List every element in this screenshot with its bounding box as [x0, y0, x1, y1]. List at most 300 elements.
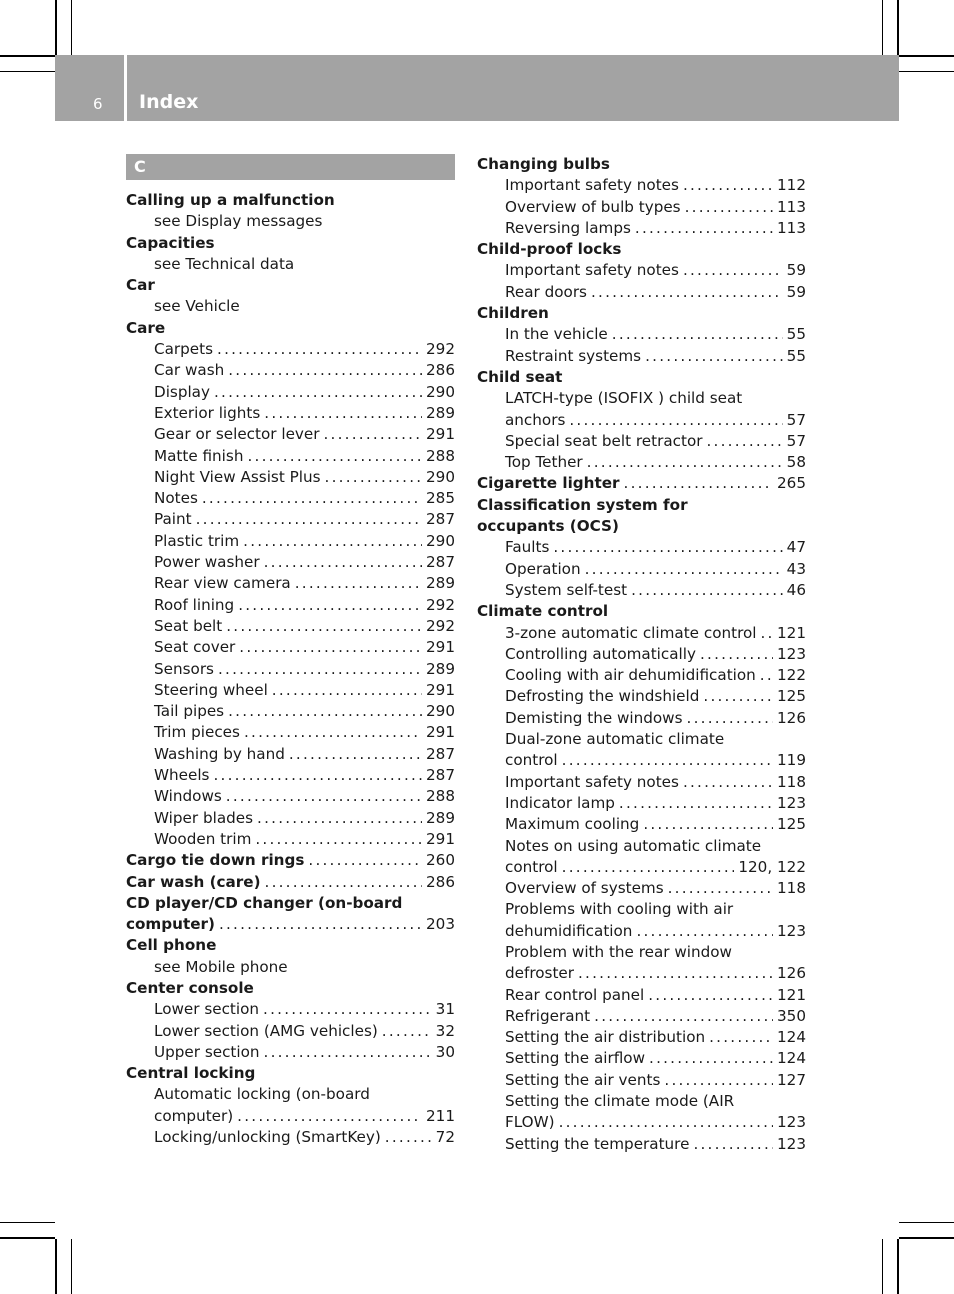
dot-leader: [228, 360, 422, 381]
index-entry: [126, 595, 455, 616]
index-entry: [477, 644, 806, 665]
index-entry: [477, 708, 806, 729]
dot-leader: [217, 339, 422, 360]
dot-leader: [668, 878, 773, 899]
entry-page-number: 287: [426, 553, 455, 572]
entry-text: Plastic trim: [154, 531, 240, 550]
index-entry: [126, 765, 455, 786]
entry-page-number: 287: [426, 766, 455, 785]
crop-mark: [71, 0, 72, 55]
entry-text: Classification system for: [477, 495, 688, 514]
dot-leader: [255, 829, 422, 850]
index-entry: [126, 637, 455, 658]
index-entry: [477, 836, 806, 857]
dot-leader: [664, 1070, 773, 1091]
index-entry: [477, 197, 806, 218]
dot-leader: [683, 175, 773, 196]
index-entry: [477, 516, 806, 537]
crop-mark: [0, 55, 55, 57]
entry-text: Problems with cooling with air: [505, 900, 734, 919]
entry-page-number: 47: [786, 538, 806, 557]
entry-page-number: 260: [426, 851, 455, 870]
dot-leader: [219, 914, 422, 935]
index-entry: [126, 722, 455, 743]
entry-page-number: 118: [777, 879, 806, 898]
entry-text: Child-proof locks: [477, 240, 622, 259]
index-entry: [477, 282, 806, 303]
entry-page-number: 55: [786, 325, 806, 344]
entry-page-number: 123: [777, 644, 806, 663]
crop-mark: [897, 1239, 899, 1294]
index-entry: [126, 467, 455, 488]
entry-text: Automatic locking (on-board: [154, 1085, 370, 1104]
dot-leader: [706, 431, 782, 452]
crop-mark: [882, 1239, 883, 1294]
dot-leader: [265, 872, 422, 893]
index-entry: [477, 878, 806, 899]
entry-page-number: 30: [435, 1042, 455, 1061]
entry-text: Wheels: [154, 766, 210, 785]
entry-page-number: 292: [426, 616, 455, 635]
index-entry: [477, 921, 806, 942]
index-entry: [126, 318, 455, 339]
entry-page-number: 289: [426, 403, 455, 422]
dot-leader: [760, 665, 773, 686]
index-entry: [126, 786, 455, 807]
entry-text: Cooling with air dehumidification: [505, 666, 756, 685]
index-entry: [126, 1084, 455, 1105]
entry-text: Refrigerant: [505, 1006, 591, 1025]
entry-text: Demisting the windows: [505, 708, 683, 727]
dot-leader: [700, 644, 773, 665]
index-entry: [477, 857, 806, 878]
entry-text: Wiper blades: [154, 808, 254, 827]
index-entry: [477, 1048, 806, 1069]
dot-leader: [562, 750, 773, 771]
dot-leader: [587, 452, 783, 473]
index-entry: [126, 339, 455, 360]
dot-leader: [591, 282, 783, 303]
index-entry: [477, 750, 806, 771]
index-entry: [126, 446, 455, 467]
index-entry: [477, 410, 806, 431]
entry-text: see Technical data: [154, 254, 295, 273]
entry-text: control: [505, 857, 558, 876]
dot-leader: [585, 559, 783, 580]
index-list-left: [126, 190, 455, 1148]
entry-text: Children: [477, 304, 549, 323]
entry-text: Car: [126, 276, 155, 295]
index-entry: [477, 1134, 806, 1155]
entry-text: Lower section (AMG vehicles): [154, 1021, 378, 1040]
index-entry: [126, 1063, 455, 1084]
entry-page-number: 127: [777, 1070, 806, 1089]
entry-text: Capacities: [126, 233, 215, 252]
entry-text: Paint: [154, 510, 192, 529]
index-entry: [126, 254, 455, 275]
index-entry: [477, 303, 806, 324]
entry-text: Night View Assist Plus: [154, 467, 321, 486]
index-entry: [126, 1127, 455, 1148]
entry-page-number: 125: [777, 815, 806, 834]
entry-text: Climate control: [477, 602, 609, 621]
dot-leader: [325, 467, 422, 488]
dot-leader: [578, 963, 773, 984]
index-entry: [477, 985, 806, 1006]
entry-text: System self-test: [505, 580, 628, 599]
index-entry: [477, 559, 806, 580]
index-entry: [126, 893, 455, 914]
dot-leader: [238, 595, 422, 616]
index-entry: [477, 324, 806, 345]
entry-text: Overview of systems: [505, 879, 664, 898]
entry-text: see Vehicle: [154, 297, 240, 316]
dot-leader: [761, 623, 774, 644]
entry-text: Controlling automatically: [505, 644, 696, 663]
entry-text: Indicator lamp: [505, 793, 615, 812]
entry-page-number: 122: [777, 666, 806, 685]
entry-page-number: 123: [777, 1134, 806, 1153]
dot-leader: [239, 637, 422, 658]
entry-page-number: 290: [426, 531, 455, 550]
index-entry: [126, 1042, 455, 1063]
index-entry: [126, 680, 455, 701]
entry-text: Top Tether: [505, 453, 583, 472]
entry-text: Setting the airflow: [505, 1049, 646, 1068]
entry-text: Rear doors: [505, 282, 587, 301]
index-entry: [126, 1021, 455, 1042]
entry-text: Important safety notes: [505, 261, 679, 280]
entry-text: Setting the air distribution: [505, 1028, 706, 1047]
dot-leader: [308, 850, 422, 871]
dot-leader: [683, 772, 773, 793]
index-entry: [126, 850, 455, 871]
entry-page-number: 43: [786, 559, 806, 578]
index-entry: [477, 154, 806, 175]
index-entry: [477, 814, 806, 835]
entry-page-number: 290: [426, 702, 455, 721]
index-entry: [126, 1106, 455, 1127]
entry-text: Setting the climate mode (AIR: [505, 1092, 735, 1111]
index-entry: [126, 999, 455, 1020]
entry-page-number: 291: [426, 723, 455, 742]
entry-page-number: 286: [426, 872, 455, 891]
index-entry: [477, 388, 806, 409]
entry-text: Overview of bulb types: [505, 197, 681, 216]
entry-page-number: 121: [777, 623, 806, 642]
dot-leader: [213, 765, 422, 786]
index-column-right: [477, 154, 806, 1155]
index-entry: [477, 431, 806, 452]
entry-page-number: 59: [786, 261, 806, 280]
crop-mark: [0, 1237, 55, 1239]
entry-text: Dual-zone automatic climate: [505, 730, 725, 749]
entry-text: Center console: [126, 978, 254, 997]
entry-page-number: 58: [786, 453, 806, 472]
crop-mark: [899, 1222, 954, 1223]
index-entry: [477, 218, 806, 239]
entry-text: Special seat belt retractor: [505, 431, 703, 450]
entry-text: defroster: [505, 964, 574, 983]
dot-leader: [703, 686, 773, 707]
entry-text: Upper section: [154, 1042, 260, 1061]
entry-text: Rear view camera: [154, 574, 291, 593]
entry-text: Locking/unlocking (SmartKey): [154, 1128, 381, 1147]
entry-text: Gear or selector lever: [154, 425, 320, 444]
index-entry: [126, 233, 455, 254]
dot-leader: [247, 446, 422, 467]
entry-text: Setting the temperature: [505, 1134, 690, 1153]
section-letter: C: [126, 154, 455, 180]
entry-text: Car wash (care): [126, 872, 261, 891]
crop-mark: [55, 1239, 57, 1294]
entry-text: computer): [154, 1106, 234, 1125]
entry-text: Carpets: [154, 340, 214, 359]
entry-text: Restraint systems: [505, 346, 642, 365]
index-entry: [126, 872, 455, 893]
entry-text: Operation: [505, 559, 581, 578]
index-entry: [126, 531, 455, 552]
index-entry: [126, 275, 455, 296]
crop-mark: [0, 71, 55, 72]
index-column-left: [126, 154, 455, 1148]
index-entry: [477, 1091, 806, 1112]
entry-page-number: 203: [426, 915, 455, 934]
index-entry: [126, 424, 455, 445]
index-entry: [477, 963, 806, 984]
entry-page-number: 72: [435, 1128, 455, 1147]
entry-text: In the vehicle: [505, 325, 608, 344]
index-list-right: [477, 154, 806, 1155]
dot-leader: [643, 814, 773, 835]
index-entry: [126, 488, 455, 509]
entry-page-number: 112: [777, 176, 806, 195]
entry-text: Calling up a malfunction: [126, 191, 335, 209]
index-entry: [126, 616, 455, 637]
entry-page-number: 125: [777, 687, 806, 706]
dot-leader: [257, 808, 422, 829]
entry-page-number: 120, 122: [738, 857, 806, 876]
dot-leader: [648, 985, 773, 1006]
dot-leader: [559, 1112, 773, 1133]
dot-leader: [244, 722, 422, 743]
index-entry: [477, 580, 806, 601]
index-entry: [477, 175, 806, 196]
entry-page-number: 124: [777, 1049, 806, 1068]
index-entry: [126, 829, 455, 850]
entry-text: Rear control panel: [505, 985, 645, 1004]
dot-leader: [295, 573, 422, 594]
index-entry: [126, 403, 455, 424]
index-entry: [126, 360, 455, 381]
entry-text: Notes on using automatic climate: [505, 836, 762, 855]
entry-page-number: 292: [426, 340, 455, 359]
index-entry: [126, 914, 455, 935]
entry-page-number: 55: [786, 346, 806, 365]
dot-leader: [323, 424, 422, 445]
entry-text: FLOW): [505, 1113, 555, 1132]
entry-page-number: 265: [777, 474, 806, 493]
entry-text: Steering wheel: [154, 680, 268, 699]
index-entry: [126, 978, 455, 999]
index-entry: [477, 686, 806, 707]
entry-page-number: 350: [777, 1006, 806, 1025]
dot-leader: [289, 744, 422, 765]
entry-page-number: 291: [426, 425, 455, 444]
dot-leader: [631, 580, 783, 601]
crop-mark: [899, 71, 954, 72]
entry-text: Care: [126, 318, 166, 337]
dot-leader: [264, 552, 422, 573]
entry-text: Exterior lights: [154, 403, 261, 422]
dot-leader: [649, 1048, 773, 1069]
crop-mark: [897, 0, 899, 55]
index-entry: [477, 601, 806, 622]
entry-text: Sensors: [154, 659, 214, 678]
dot-leader: [624, 473, 773, 494]
entry-text: occupants (OCS): [477, 517, 619, 536]
dot-leader: [645, 346, 783, 367]
dot-leader: [214, 382, 422, 403]
dot-leader: [569, 410, 782, 431]
entry-text: Important safety notes: [505, 772, 679, 791]
entry-text: Display: [154, 382, 210, 401]
entry-page-number: 113: [777, 197, 806, 216]
index-entry: [477, 1070, 806, 1091]
entry-page-number: 291: [426, 680, 455, 699]
entry-page-number: 285: [426, 489, 455, 508]
dot-leader: [228, 701, 422, 722]
dot-leader: [562, 857, 735, 878]
entry-text: Roof lining: [154, 595, 235, 614]
index-entry: [126, 659, 455, 680]
dot-leader: [693, 1134, 773, 1155]
entry-page-number: 289: [426, 574, 455, 593]
index-entry: [477, 772, 806, 793]
index-entry: [477, 729, 806, 750]
entry-text: Cell phone: [126, 936, 217, 955]
dot-leader: [683, 260, 783, 281]
entry-text: Faults: [505, 538, 550, 557]
dot-leader: [237, 1106, 422, 1127]
entry-text: 3-zone automatic climate control: [505, 623, 757, 642]
index-entry: [477, 665, 806, 686]
entry-text: Notes: [154, 489, 198, 508]
crop-mark: [899, 55, 954, 57]
entry-page-number: 59: [786, 282, 806, 301]
index-entry: [126, 957, 455, 978]
index-entry: [477, 1006, 806, 1027]
index-entry: [126, 573, 455, 594]
entry-page-number: 119: [777, 751, 806, 770]
page-title: Index: [139, 91, 199, 113]
entry-page-number: 290: [426, 467, 455, 486]
entry-text: Maximum cooling: [505, 815, 640, 834]
entry-page-number: 288: [426, 787, 455, 806]
entry-page-number: 123: [777, 921, 806, 940]
index-entry: [126, 296, 455, 317]
entry-text: Power washer: [154, 553, 260, 572]
entry-page-number: 123: [777, 1113, 806, 1132]
entry-text: see Display messages: [154, 212, 323, 231]
crop-mark: [899, 1237, 954, 1239]
index-entry: [477, 495, 806, 516]
index-entry: [477, 623, 806, 644]
dot-leader: [709, 1027, 773, 1048]
entry-page-number: 211: [426, 1106, 455, 1125]
dot-leader: [243, 531, 422, 552]
dot-leader: [272, 680, 422, 701]
index-entry: [477, 260, 806, 281]
crop-mark: [0, 1222, 55, 1223]
entry-text: Seat belt: [154, 616, 223, 635]
entry-text: LATCH-type (ISOFIX ) child seat: [505, 389, 743, 408]
index-entry: [126, 552, 455, 573]
entry-text: see Mobile phone: [154, 957, 288, 976]
dot-leader: [385, 1127, 432, 1148]
dot-leader: [226, 786, 422, 807]
crop-mark: [55, 0, 57, 55]
entry-text: Cigarette lighter: [477, 474, 620, 493]
index-entry: [126, 744, 455, 765]
entry-text: Defrosting the windshield: [505, 687, 700, 706]
entry-page-number: 291: [426, 638, 455, 657]
index-entry: [477, 942, 806, 963]
index-entry: [477, 899, 806, 920]
dot-leader: [685, 197, 773, 218]
entry-text: Wooden trim: [154, 829, 252, 848]
entry-page-number: 113: [777, 218, 806, 237]
index-entry: [126, 808, 455, 829]
entry-page-number: 291: [426, 829, 455, 848]
index-entry: [477, 793, 806, 814]
entry-text: control: [505, 751, 558, 770]
entry-page-number: 289: [426, 808, 455, 827]
entry-text: Child seat: [477, 367, 563, 386]
entry-text: Reversing lamps: [505, 218, 631, 237]
entry-page-number: 57: [786, 431, 806, 450]
entry-page-number: 289: [426, 659, 455, 678]
entry-text: Car wash: [154, 361, 225, 380]
index-entry: [477, 452, 806, 473]
entry-page-number: 292: [426, 595, 455, 614]
dot-leader: [218, 659, 422, 680]
entry-text: Cargo tie down rings: [126, 851, 305, 870]
entry-page-number: 123: [777, 793, 806, 812]
entry-text: Trim pieces: [154, 723, 240, 742]
entry-text: Setting the air vents: [505, 1070, 661, 1089]
dot-leader: [264, 403, 422, 424]
dot-leader: [226, 616, 422, 637]
dot-leader: [619, 793, 773, 814]
entry-page-number: 286: [426, 361, 455, 380]
entry-page-number: 287: [426, 744, 455, 763]
entry-page-number: 31: [435, 1000, 455, 1019]
entry-page-number: 126: [777, 708, 806, 727]
entry-page-number: 46: [786, 580, 806, 599]
dot-leader: [263, 999, 432, 1020]
index-entry: [126, 190, 455, 211]
entry-text: Tail pipes: [154, 702, 225, 721]
index-entry: [126, 509, 455, 530]
page-number: 6: [93, 95, 103, 113]
index-entry: [477, 473, 806, 494]
index-entry: [477, 1112, 806, 1133]
header-divider: [124, 55, 127, 121]
crop-mark: [882, 0, 883, 55]
entry-text: CD player/CD changer (on-board: [126, 893, 403, 912]
index-entry: [126, 382, 455, 403]
